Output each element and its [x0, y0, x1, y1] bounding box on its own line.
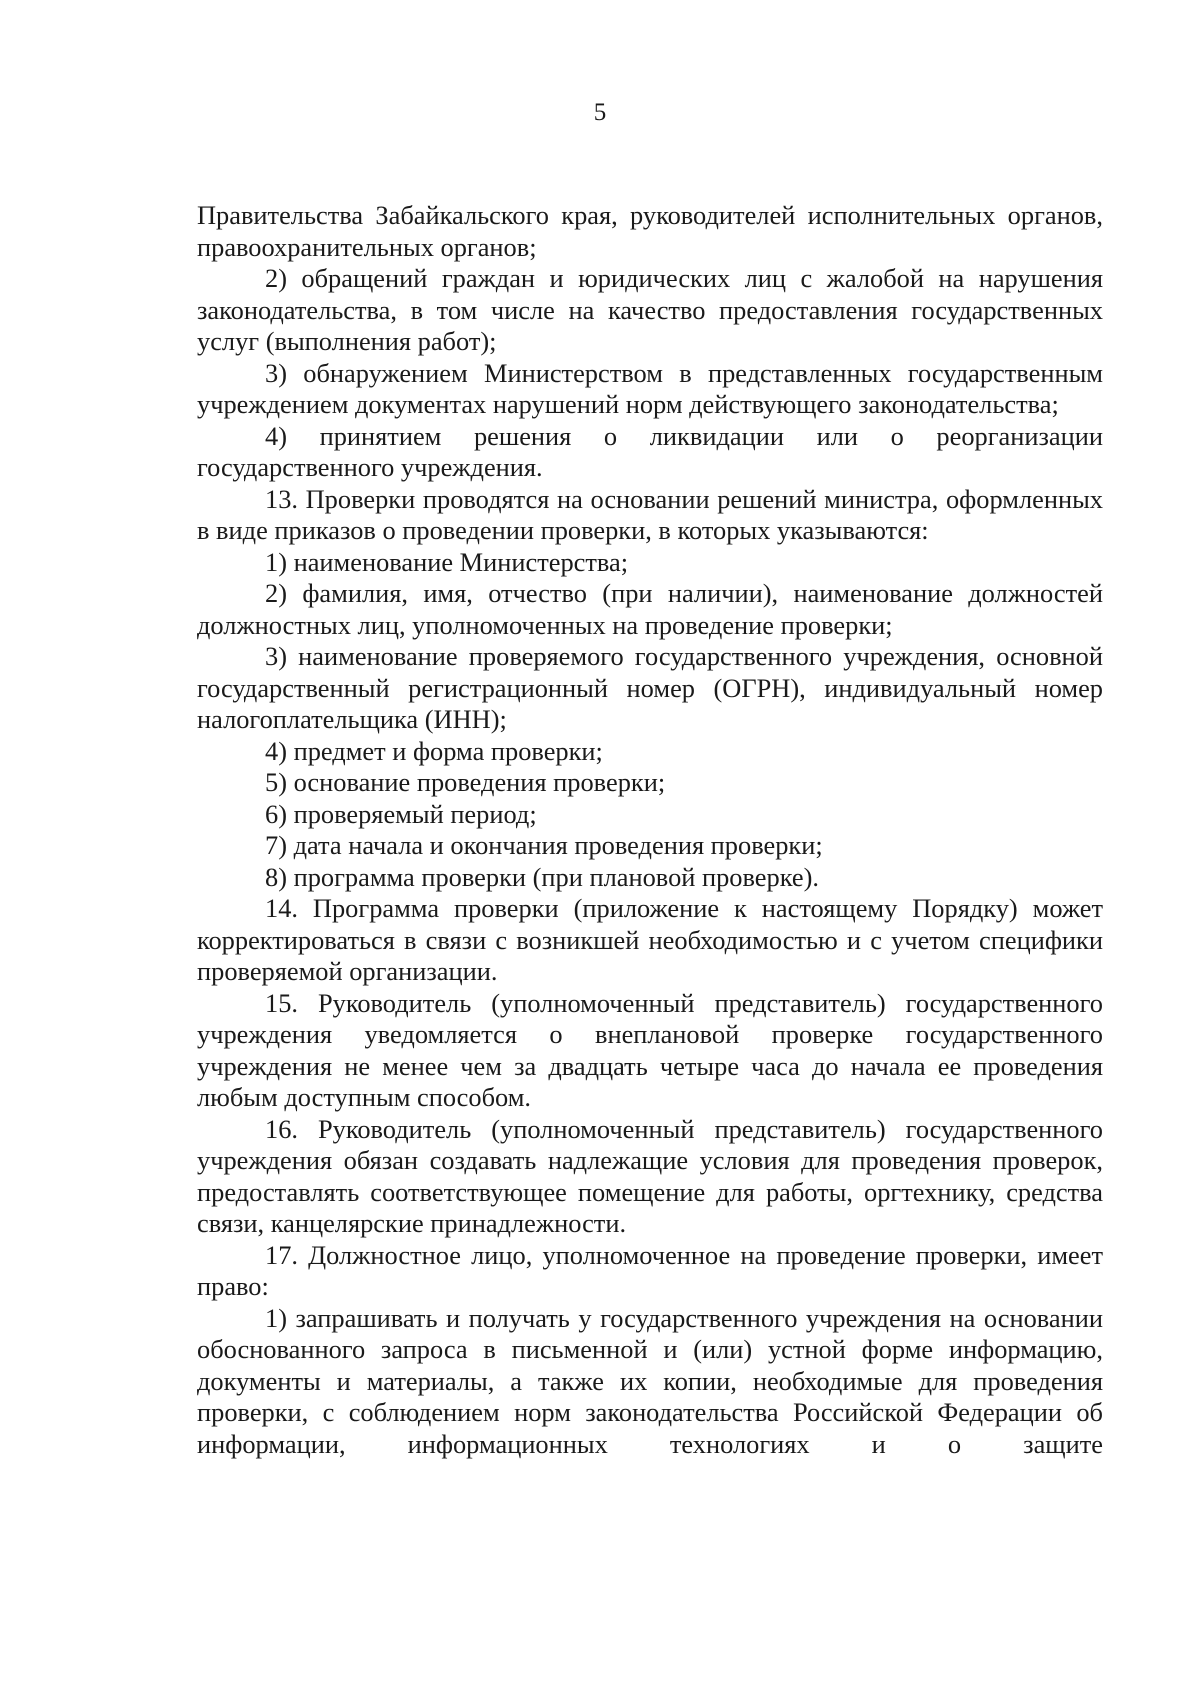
list-item-liquidation: 4) принятием решения о ликвидации или о реорганизации государственного учреждения.	[197, 420, 1103, 482]
order-item-period: 6) проверяемый период;	[265, 798, 537, 829]
clause-17: 17. Должностное лицо, уполномоченное на проведение проверки, имеет право:	[197, 1239, 1103, 1301]
clause-14: 14. Программа проверки (приложение к настоящему Порядку) может корректироваться в связи с возникшей необходимостью и с учетом специфики проверяемой организации.	[197, 893, 1103, 986]
order-item-institution: 3) наименование проверяемого государственного учреждения, основной государственный регистрационный номер (ОГРН), индивидуальный номер налогоплательщика (ИНН);	[197, 641, 1103, 734]
clause-15: 15. Руководитель (уполномоченный представитель) государственного учреждения уведомляется о внеплановой проверке государственного учреждения не менее чем за двадцать четыре часа до начала ее проведения любым доступным способом.	[197, 987, 1103, 1112]
page-number: 5	[593, 99, 607, 126]
order-item-dates: 7) дата начала и окончания проведения проверки;	[265, 830, 823, 860]
order-item-basis: 5) основание проведения проверки;	[265, 767, 666, 797]
clause-16: 16. Руководитель (уполномоченный представитель) государственного учреждения обязан создавать надлежащие условия для проведения проверок, предоставлять соответствующее помещение для работы, оргтехнику, средства связи, канцелярские принадлежности.	[197, 1113, 1103, 1238]
order-item-ministry-name: 1) наименование Министерства;	[265, 546, 629, 577]
order-item-officials: 2) фамилия, имя, отчество (при наличии), наименование должностей должностных лиц, уполномоченных на проведение проверки;	[197, 578, 1103, 640]
order-item-subject: 4) предмет и форма проверки;	[265, 735, 603, 766]
paragraph-continuation: Правительства Забайкальского края, руководителей исполнительных органов, правоохранительных органов;	[197, 200, 1103, 262]
clause-13: 13. Проверки проводятся на основании решений министра, оформленных в виде приказов о проведении проверки, в которых указываются:	[197, 483, 1103, 545]
list-item-appeals: 2) обращений граждан и юридических лиц с жалобой на нарушения законодательства, в том числе на качество предоставления государственных услуг (выполнения работ);	[197, 263, 1103, 356]
list-item-violations-found: 3) обнаружением Министерством в представленных государственным учреждением документах нарушений норм действующего законодательства;	[197, 357, 1103, 419]
order-item-program: 8) программа проверки (при плановой проверке).	[265, 861, 819, 892]
right-item-request-info: 1) запрашивать и получать у государственного учреждения на основании обоснованного запроса в письменной и (или) устной форме информацию, документы и материалы, а также их копии, необходимые для проведения проверки, с соблюдением норм законодательства Российской Федерации об информации, информационных технологиях и о защите	[197, 1302, 1103, 1459]
document-body	[197, 200, 1103, 1460]
